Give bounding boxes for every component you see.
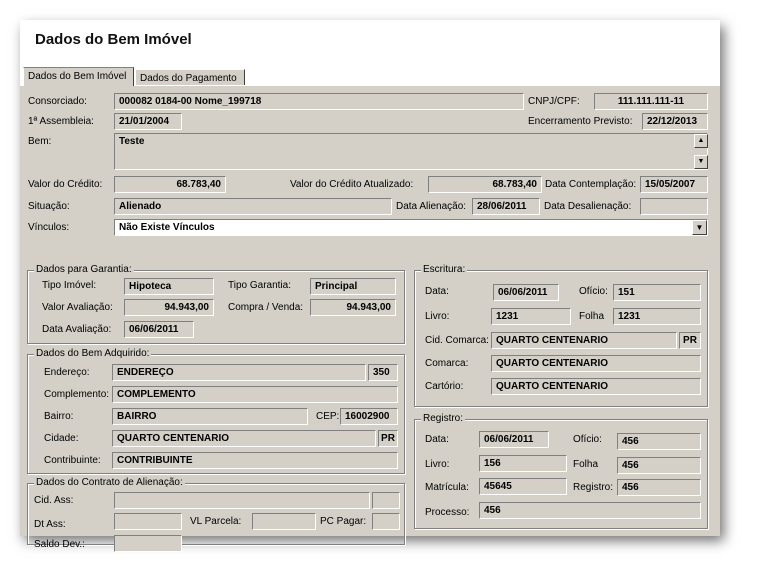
valor-credito-label: Valor do Crédito: [28,179,103,190]
data-alienacao-field[interactable]: 28/06/2011 [472,198,540,215]
registro-registro-label: Registro: [573,482,614,493]
contrato-title: Dados do Contrato de Alienação: [36,477,183,488]
registro-folha-label: Folha [573,459,599,470]
registro-livro-field[interactable]: 156 [479,455,567,472]
tipo-garantia-label: Tipo Garantia: [228,280,291,291]
cartorio-label: Cartório: [425,381,464,392]
cidade-label: Cidade: [44,433,79,444]
complemento-field[interactable]: COMPLEMENTO [112,386,398,403]
escritura-livro-label: Livro: [425,311,450,322]
cep-label: CEP: [316,411,340,422]
data-desalienacao-field[interactable] [640,198,708,215]
complemento-label: Complemento: [44,389,110,400]
cnpj-label: CNPJ/CPF: [528,96,580,107]
valor-atualizado-field[interactable]: 68.783,40 [428,176,542,193]
scroll-up-icon[interactable]: ▲ [694,134,708,148]
encerramento-field[interactable]: 22/12/2013 [642,113,708,130]
valor-atualizado-label: Valor do Crédito Atualizado: [290,179,414,190]
cartorio-field[interactable]: QUARTO CENTENARIO [491,378,701,395]
vinculos-label: Vínculos: [28,222,70,233]
compra-venda-field[interactable]: 94.943,00 [310,299,396,316]
data-avaliacao-label: Data Avaliação: [42,324,112,335]
data-desalienacao-label: Data Desalienação: [544,201,632,212]
situacao-field[interactable]: Alienado [114,198,392,215]
pc-pagar-label: PC Pagar: [320,516,367,527]
escritura-group [414,264,708,407]
escritura-data-field[interactable]: 06/06/2011 [493,284,559,301]
cid-ass-label: Cid. Ass: [34,495,74,506]
registro-oficio-field[interactable]: 456 [617,433,701,450]
tab-strip [20,65,720,85]
tab-dados-bem-imovel[interactable]: Dados do Bem Imóvel [23,67,134,86]
cid-comarca-field[interactable]: QUARTO CENTENARIO [491,332,677,349]
assembleia-field[interactable]: 21/01/2004 [114,113,182,130]
registro-registro-field[interactable]: 456 [617,479,701,496]
cid-ass-uf-field[interactable] [372,492,400,509]
tab-panel [20,85,720,550]
cnpj-field[interactable]: 111.111.111-11 [594,93,708,110]
escritura-folha-label: Folha [579,311,605,322]
contrato-group [27,477,405,550]
data-contemplacao-field[interactable]: 15/05/2007 [640,176,708,193]
situacao-label: Situação: [28,201,70,212]
escritura-livro-field[interactable]: 1231 [491,308,571,325]
contribuinte-field[interactable]: CONTRIBUINTE [112,452,398,469]
bem-textarea[interactable] [114,133,708,170]
saldo-dev-field[interactable] [114,535,182,552]
adquirido-title: Dados do Bem Adquirido: [36,348,150,359]
bairro-label: Bairro: [44,411,74,422]
numero-field[interactable]: 350 [368,364,398,381]
consorciado-label: Consorciado: [28,96,87,107]
vinculos-selected: Não Existe Vínculos [119,222,215,233]
window-title: Dados do Bem Imóvel [35,31,192,48]
escritura-data-label: Data: [425,286,449,297]
dt-ass-field[interactable] [114,513,182,530]
valor-avaliacao-label: Valor Avaliação: [42,302,113,313]
dropdown-arrow-icon[interactable]: ▼ [692,220,707,235]
cid-ass-field[interactable] [114,492,370,509]
consorciado-field[interactable]: 000082 0184-00 Nome_199718 [114,93,524,110]
escritura-title: Escritura: [423,264,466,275]
cid-comarca-uf-field[interactable]: PR [679,332,701,349]
cid-comarca-label: Cid. Comarca: [425,335,489,346]
registro-livro-label: Livro: [425,459,450,470]
tipo-garantia-field[interactable]: Principal [310,278,396,295]
dt-ass-label: Dt Ass: [34,519,66,530]
matricula-field[interactable]: 45645 [479,478,567,495]
tipo-imovel-label: Tipo Imóvel: [42,280,97,291]
escritura-oficio-field[interactable]: 151 [613,284,701,301]
endereco-label: Endereço: [44,367,90,378]
bairro-field[interactable]: BAIRRO [112,408,308,425]
valor-avaliacao-field[interactable]: 94.943,00 [124,299,214,316]
adquirido-group [27,348,405,474]
comarca-label: Comarca: [425,358,469,369]
tipo-imovel-field[interactable]: Hipoteca [124,278,214,295]
valor-credito-field[interactable]: 68.783,40 [114,176,226,193]
garantia-title: Dados para Garantia: [36,264,132,275]
registro-group [414,413,708,529]
vinculos-select[interactable] [114,219,708,236]
saldo-dev-label: Saldo Dev.: [34,539,85,550]
cidade-field[interactable]: QUARTO CENTENARIO [112,430,376,447]
processo-field[interactable]: 456 [479,502,701,519]
data-contemplacao-label: Data Contemplação: [545,179,637,190]
endereco-field[interactable]: ENDEREÇO [112,364,366,381]
cep-field[interactable]: 16002900 [340,408,398,425]
assembleia-label: 1ª Assembleia: [28,116,94,127]
registro-title: Registro: [423,413,464,424]
comarca-field[interactable]: QUARTO CENTENARIO [491,355,701,372]
garantia-group [27,264,405,344]
main-window [20,20,720,550]
registro-data-field[interactable]: 06/06/2011 [479,431,549,448]
matricula-label: Matrícula: [425,482,469,493]
registro-folha-field[interactable]: 456 [617,457,701,474]
tab-dados-pagamento[interactable]: Dados do Pagamento [135,69,245,87]
cidade-uf-field[interactable]: PR [378,430,398,447]
escritura-folha-field[interactable]: 1231 [613,308,701,325]
registro-data-label: Data: [425,434,449,445]
registro-oficio-label: Ofício: [573,434,602,445]
bem-text: Teste [119,136,145,147]
compra-venda-label: Compra / Venda: [228,302,304,313]
contribuinte-label: Contribuinte: [44,455,101,466]
vl-parcela-field[interactable] [252,513,316,530]
title-bar [20,20,720,65]
data-alienacao-label: Data Alienação: [396,201,467,212]
encerramento-label: Encerramento Previsto: [528,116,633,127]
pc-pagar-field[interactable] [372,513,400,530]
scroll-down-icon[interactable]: ▼ [694,155,708,169]
data-avaliacao-field[interactable]: 06/06/2011 [124,321,194,338]
escritura-oficio-label: Ofício: [579,286,608,297]
vl-parcela-label: VL Parcela: [190,516,242,527]
processo-label: Processo: [425,507,470,518]
bem-label: Bem: [28,136,52,147]
